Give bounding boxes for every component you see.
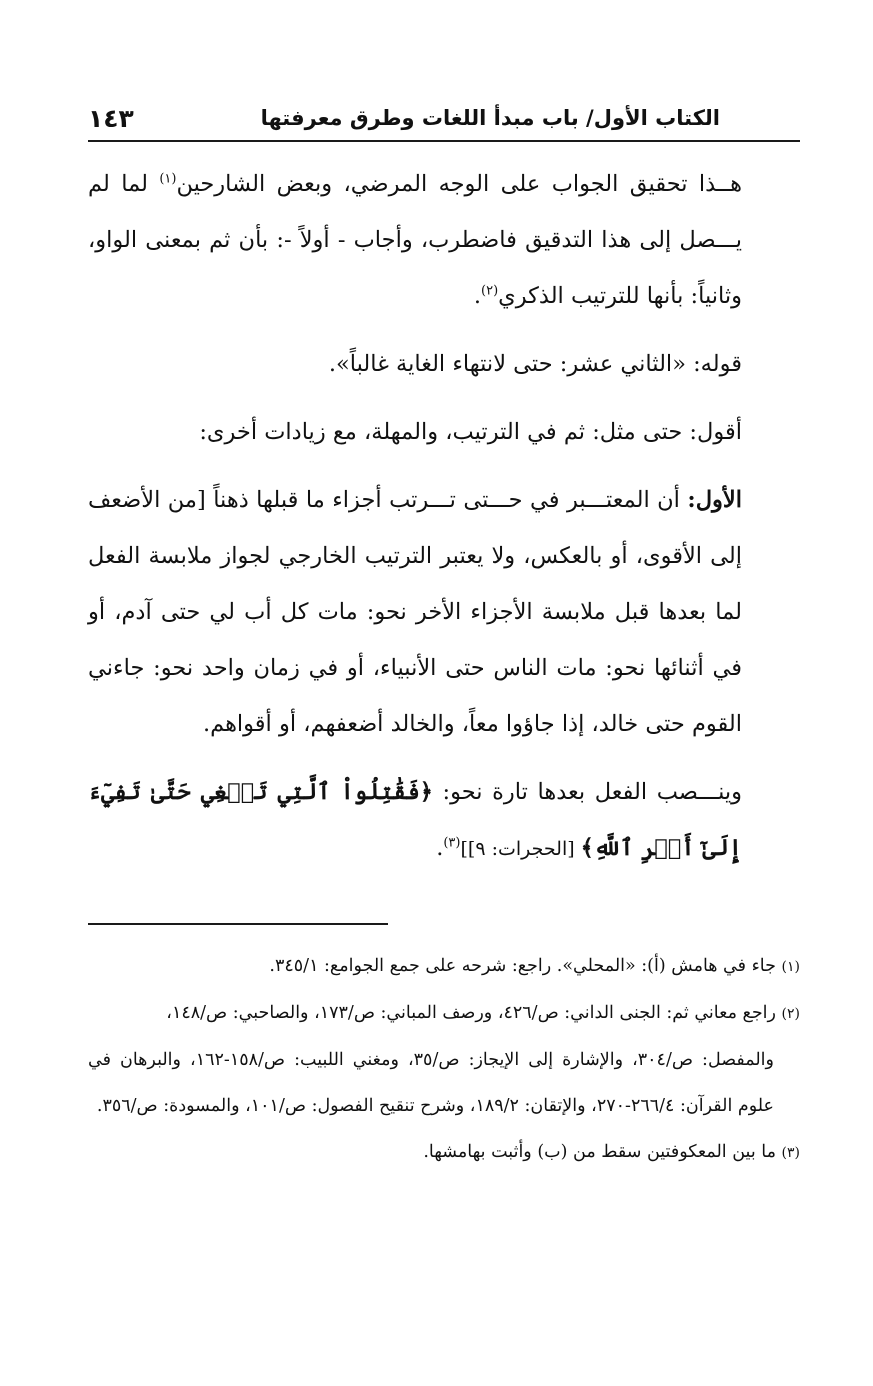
quran-verse: ﴿فَقَٰتِلُواْ ٱلَّتِي تَبۡغِي حَتَّىٰ تَفِيٓءَ إِلَىٰٓ أَمۡرِ ٱللَّهِ﴾ (88, 779, 742, 861)
footnote-3-text: ما بين المعكوفتين سقط من (ب) وأثبت بهامشها. (423, 1142, 782, 1162)
paragraph-4 (88, 472, 800, 752)
paragraph-4-text: أن المعتـــبر في حـــتى تـــرتب أجزاء ما قبلها ذهناً [من الأضعف إلى الأقوى، أو بالعكس، ولا يعتبر الترتيب الخارجي لجواز ملابسة الفعل لما بعدها قبل ملابسة الأجزاء الأخر نحو: مات كل أب لي حتى آدم، أو في أثنائها نحو: مات الناس حتى الأنبياء، أو في زمان واحد نحو: جاءني القوم حتى خالد، إذا جاؤوا معاً، والخالد أضعفهم، أو أقواهم. (88, 487, 742, 737)
footnote-2 (88, 990, 800, 1129)
paragraph-5 (88, 764, 800, 877)
footnote-ref-1[interactable]: (١) (159, 171, 177, 187)
paragraph-2: قوله: «الثاني عشر: حتى لانتهاء الغاية غالباً». (328, 351, 742, 377)
footnote-1-number: (١) (781, 959, 800, 975)
footnote-separator-wrap (88, 877, 800, 925)
paragraph-1-end: . (473, 283, 482, 309)
footnote-2-number: (٢) (781, 1006, 800, 1022)
verse-reference: [الحجرات: ٩]] (460, 838, 581, 860)
footnote-separator (88, 923, 388, 925)
footnotes (88, 943, 800, 1176)
book-page (88, 96, 800, 1346)
running-header (88, 96, 800, 142)
footnote-1 (88, 943, 800, 990)
paragraph-5-end: . (436, 835, 444, 861)
footnote-ref-2[interactable]: (٢) (481, 283, 499, 299)
paragraph-5-text: وينـــصب الفعل بعدها تارة نحو: (432, 779, 742, 805)
main-text (88, 156, 800, 877)
footnote-ref-3[interactable]: (٣) (443, 835, 461, 851)
page-number: ١٤٣ (88, 103, 134, 133)
footnote-3-number: (٣) (781, 1145, 800, 1161)
footnote-3 (88, 1129, 800, 1176)
paragraph-1-text-a: هــذا تحقيق الجواب على الوجه المرضي، وبعض الشارحين (176, 171, 742, 197)
footnote-2-text: راجع معاني ثم: الجنى الداني: ص/٤٢٦، ورصف المباني: ص/١٧٣، والصاحبي: ص/١٤٨، (166, 1003, 782, 1023)
paragraph-1 (88, 156, 800, 324)
footnote-2-continuation: والمفصل: ص/٣٠٤، والإشارة إلى الإيجاز: ص/٣٥، ومغني اللبيب: ص/١٥٨-١٦٢، والبرهان في علوم القرآن: ٢٦٦/٤-٢٧٠، والإتقان: ١٨٩/٢، وشرح تنقيح الفصول: ص/١٠١، والمسودة: ص/٣٥٦. (88, 1050, 774, 1116)
paragraph-3: أقول: حتى مثل: ثم في الترتيب، والمهلة، مع زيادات أخرى: (199, 419, 742, 445)
paragraph-4-lead: الأول: (687, 487, 742, 513)
paragraph-1-text-b: لما لم يـــصل إلى هذا التدقيق فاضطرب، وأجاب - أولاً -: بأن ثم بمعنى الواو، وثانياً: بأنها للترتيب الذكري (88, 171, 742, 309)
footnote-1-text: جاء في هامش (أ): «المحلي». راجع: شرحه على جمع الجوامع: ٣٤٥/١. (269, 956, 782, 976)
running-title: الكتاب الأول/ باب مبدأ اللغات وطرق معرفتها (260, 106, 720, 130)
